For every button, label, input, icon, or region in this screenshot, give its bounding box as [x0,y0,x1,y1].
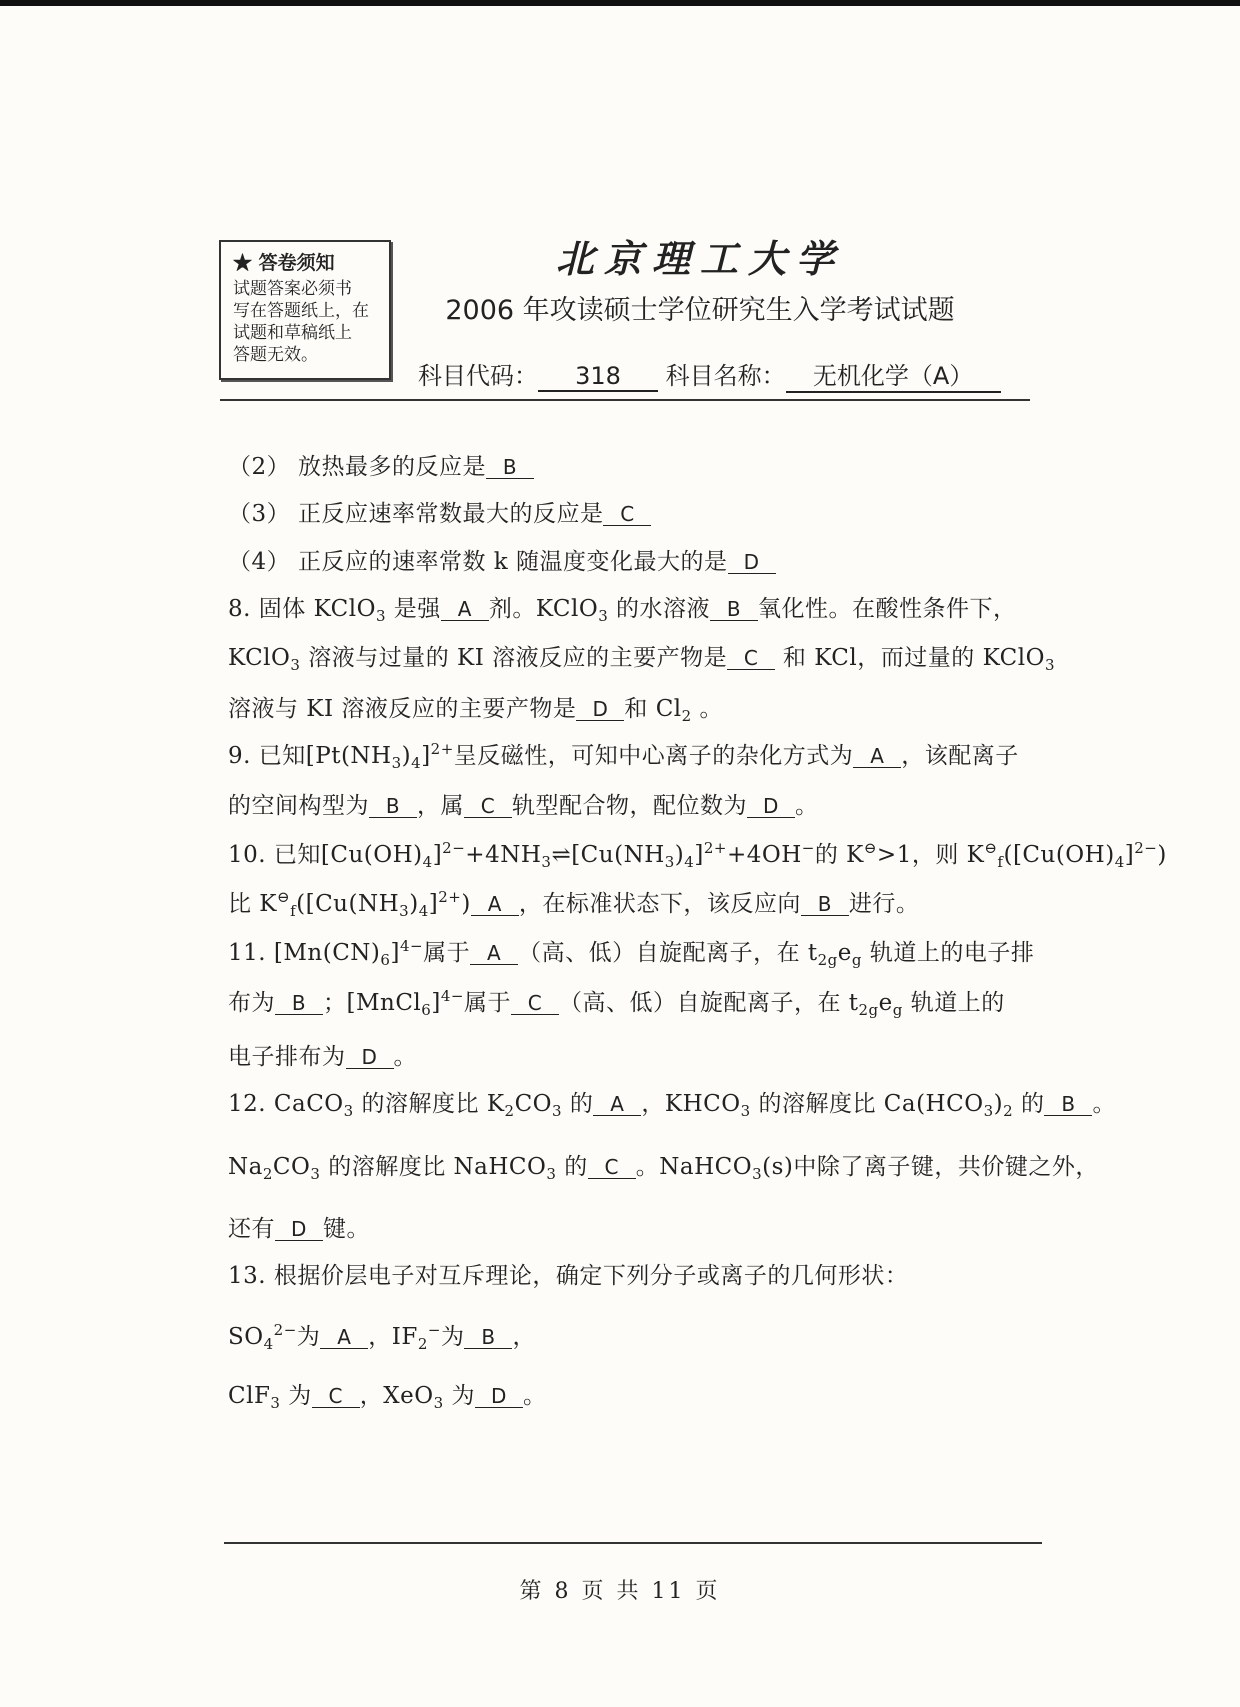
text-segment: 剂。KClO [488,596,599,622]
text-segment: 。 [1092,1091,1116,1117]
school-name: 北京理工大学 [555,236,844,281]
text-segment: 12. CaCO [228,1091,344,1117]
superscript: ⊖ [277,888,291,906]
text-segment: （3） 正反应速率常数最大的反应是 [228,501,604,527]
text-segment: （高、低）自旋配离子，在 t [518,940,818,966]
question-line [228,690,723,725]
text-segment: ；[MnCl [323,990,422,1016]
subscript: 2 [504,1102,515,1120]
subscript: 3 [270,1394,281,1412]
text-segment: （4） 正反应的速率常数 k 随温度变化最大的是 [228,549,728,575]
question-line [228,590,1017,625]
text-segment: +4OH [726,842,802,868]
subject-name: 无机化学（A） [786,356,1001,393]
superscript: ⊖ [863,839,877,857]
text-segment: 。 [795,793,819,819]
page-number: 第 8 页 共 11 页 [519,1579,721,1604]
question-line [228,1257,908,1290]
text-segment: 的空间构型为 [228,793,369,819]
subscript: 3 [541,853,552,871]
subscript: 3 [664,853,675,871]
subscript: 2 [417,1335,428,1353]
subscript: 2g [858,1001,879,1019]
answer-blank: A [441,598,489,621]
answer-blank: C [464,795,512,818]
question-line [228,1377,546,1412]
text-segment: 和 Cl [624,696,682,722]
text-segment: CO [272,1154,311,1180]
text-segment: ] [431,990,441,1016]
text-segment: 8. 固体 KClO [228,596,376,622]
text-segment: ] [432,842,443,868]
text-segment: 10. 已知[Cu(OH) [228,842,423,868]
subscript: 4 [418,902,429,920]
text-segment: 的溶解度比 Ca(HCO [750,1091,984,1117]
text-segment: 13. 根据价层电子对互斥理论，确定下列分子或离子的几何形状： [228,1263,909,1289]
answer-blank: A [470,942,518,965]
answer-blank: C [312,1385,360,1408]
text-segment: ] [1124,842,1135,868]
text-segment: ) [401,743,412,769]
text-segment: 的 [1013,1091,1045,1117]
answer-blank: B [464,1326,512,1349]
text-segment: ，属 [417,793,464,819]
text-segment: 属于 [463,990,511,1016]
subscript: 2 [262,1165,273,1183]
exam-title: 2006 年攻读硕士学位研究生入学考试试题 [445,295,955,326]
text-segment: 。NaHCO [635,1154,753,1180]
text-segment: 为 [440,1324,465,1350]
subscript: 4 [684,853,695,871]
question-line [228,543,776,576]
answer-blank: B [801,893,849,916]
notice-title: ★ 答卷须知 [233,252,335,274]
text-segment: 键。 [323,1216,370,1242]
text-segment: ) [461,891,471,917]
subscript: 2 [681,707,692,725]
text-segment: ，该配离子 [901,743,1019,769]
subscript: 3 [598,607,609,625]
superscript: 2− [273,1321,297,1339]
question-line [228,787,819,820]
text-segment: CO [514,1091,553,1117]
text-segment: 轨道上的 [902,990,1005,1016]
answer-blank: D [275,1218,323,1241]
text-segment: e [878,990,893,1016]
question-line [228,737,1019,772]
answer-blank: B [710,598,758,621]
text-segment: ) [993,1091,1004,1117]
subscript: 6 [421,1001,432,1019]
text-segment: 。 [393,1044,417,1070]
subscript: 2g [817,951,838,969]
answer-blank: D [346,1046,394,1069]
superscript: 2+ [703,839,727,857]
subscript: 3 [433,1394,444,1412]
notice-line: 写在答题纸上，在 [233,301,369,321]
question-line [228,1085,1116,1120]
text-segment: 电子排布为 [228,1044,346,1070]
question-line [228,885,919,920]
subscript: 6 [380,951,391,969]
text-segment: 和 KCl，而过量的 KClO [775,645,1045,671]
text-segment: 11. [Mn(CN) [228,940,381,966]
superscript: − [801,839,815,857]
text-segment: 为 [443,1383,475,1409]
text-segment: 是强 [386,596,441,622]
answer-blank: B [486,456,534,479]
answer-blank: B [275,992,323,1015]
text-segment: 氧化性。在酸性条件下， [758,596,1017,622]
answer-blank: D [576,698,624,721]
question-line [228,1038,417,1071]
question-line [228,1318,536,1353]
text-segment: ] [694,842,704,868]
text-segment: 溶液与 KI 溶液反应的主要产物是 [228,696,577,722]
question-line [228,639,1055,674]
header-divider [220,399,1030,401]
answer-blank: A [853,745,901,768]
answer-notice-box [219,240,391,380]
text-segment: 属于 [423,940,471,966]
scan-top-border [0,0,1240,6]
text-segment: （2） 放热最多的反应是 [228,454,486,480]
subscript: g [892,1001,903,1019]
question-line [228,1210,370,1243]
subscript: 3 [752,1165,763,1183]
text-segment: 溶液与过量的 KI 溶液反应的主要产物是 [300,645,728,671]
answer-blank: D [475,1385,523,1408]
text-segment: （高、低）自旋配离子，在 t [558,990,859,1016]
subscript: f [290,902,297,920]
answer-blank: D [728,551,776,574]
subscript: g [851,951,863,969]
text-segment: ⇌[Cu(NH [551,842,665,868]
superscript: − [427,1321,441,1339]
notice-line: 答题无效。 [233,345,318,365]
text-segment: ClF [228,1383,271,1409]
answer-blank: A [593,1093,641,1116]
text-segment: KClO [228,645,291,671]
notice-line: 试题答案必须书 [233,279,352,299]
subscript: 3 [546,1165,557,1183]
superscript: 2+ [430,740,454,758]
superscript: 2− [442,839,466,857]
text-segment: 9. 已知[Pt(NH [228,743,392,769]
answer-blank: C [511,992,559,1015]
subject-code-label: 科目代码： [418,362,538,390]
answer-blank: B [1044,1093,1092,1116]
subscript: 3 [391,754,402,772]
text-segment: 轨型配合物，配位数为 [512,793,747,819]
text-segment: ，KHCO [641,1091,741,1117]
subject-row [418,356,1001,393]
question-line [228,1148,1099,1183]
subscript: 3 [1044,656,1055,674]
answer-blank: A [471,893,519,916]
subscript: 3 [740,1102,751,1120]
question-line [228,448,534,481]
subscript: 4 [263,1335,274,1353]
text-segment: ， [512,1324,536,1350]
subscript: 2 [1003,1102,1014,1120]
subscript: 3 [399,902,410,920]
subscript: 3 [290,656,301,674]
text-segment: ] [390,940,400,966]
text-segment: 的 [556,1154,588,1180]
subscript: f [997,853,1004,871]
superscript: 2− [1134,839,1158,857]
text-segment: 为 [296,1324,321,1350]
answer-blank: D [747,795,795,818]
subscript: 4 [1114,853,1125,871]
answer-blank: C [603,503,651,526]
footer-divider [224,1542,1042,1544]
superscript: ⊖ [984,839,998,857]
text-segment: 轨道上的电子排 [862,940,1035,966]
answer-blank: A [320,1326,368,1349]
text-segment: 布为 [228,990,275,1016]
subscript: 4 [422,853,433,871]
notice-line: 试题和草稿纸上 [233,323,352,343]
text-segment: ([Cu(NH [296,891,400,917]
text-segment: 为 [280,1383,312,1409]
text-segment: 的 [562,1091,594,1117]
subscript: 3 [552,1102,563,1120]
text-segment: 的 K [814,842,864,868]
text-segment: ，XeO [359,1383,434,1409]
text-segment: ) [674,842,685,868]
text-segment: 进行。 [848,891,920,917]
text-segment: 的溶解度比 K [353,1091,505,1117]
text-segment: ，在标准状态下，该反应向 [518,891,801,917]
question-line [228,934,1034,969]
text-segment: +4NH [465,842,542,868]
answer-blank: C [727,647,775,670]
question-line [228,984,1005,1019]
question-line [228,495,651,528]
text-segment: ，IF [368,1324,418,1350]
subject-code: 318 [538,362,658,392]
subscript: 4 [411,754,422,772]
text-segment: ] [428,891,439,917]
text-segment: (s)中除了离子键，共价键之外， [762,1154,1099,1180]
subscript: 3 [310,1165,321,1183]
superscript: 4− [399,937,424,955]
superscript: 2+ [438,888,462,906]
text-segment: SO [228,1324,264,1350]
subscript: 3 [983,1102,994,1120]
text-segment: e [837,940,852,966]
text-segment: 的水溶液 [608,596,711,622]
superscript: 4− [440,987,464,1005]
text-segment: 呈反磁性，可知中心离子的杂化方式为 [453,743,854,769]
text-segment: 的溶解度比 NaHCO [320,1154,547,1180]
answer-blank: B [369,795,417,818]
question-line [228,836,1167,871]
subscript: 3 [375,607,386,625]
text-segment: ) [1157,842,1167,868]
subject-name-label: 科目名称： [665,362,786,390]
text-segment: 比 K [228,891,277,917]
text-segment: >1，则 K [876,842,985,868]
text-segment: ] [421,743,431,769]
text-segment: 还有 [228,1216,275,1242]
subscript: 3 [343,1102,354,1120]
text-segment: 。 [691,696,724,722]
text-segment: Na [228,1154,263,1180]
text-segment: 。 [522,1383,547,1409]
answer-blank: C [588,1156,636,1179]
text-segment: ) [409,891,419,917]
text-segment: ([Cu(OH) [1003,842,1115,868]
